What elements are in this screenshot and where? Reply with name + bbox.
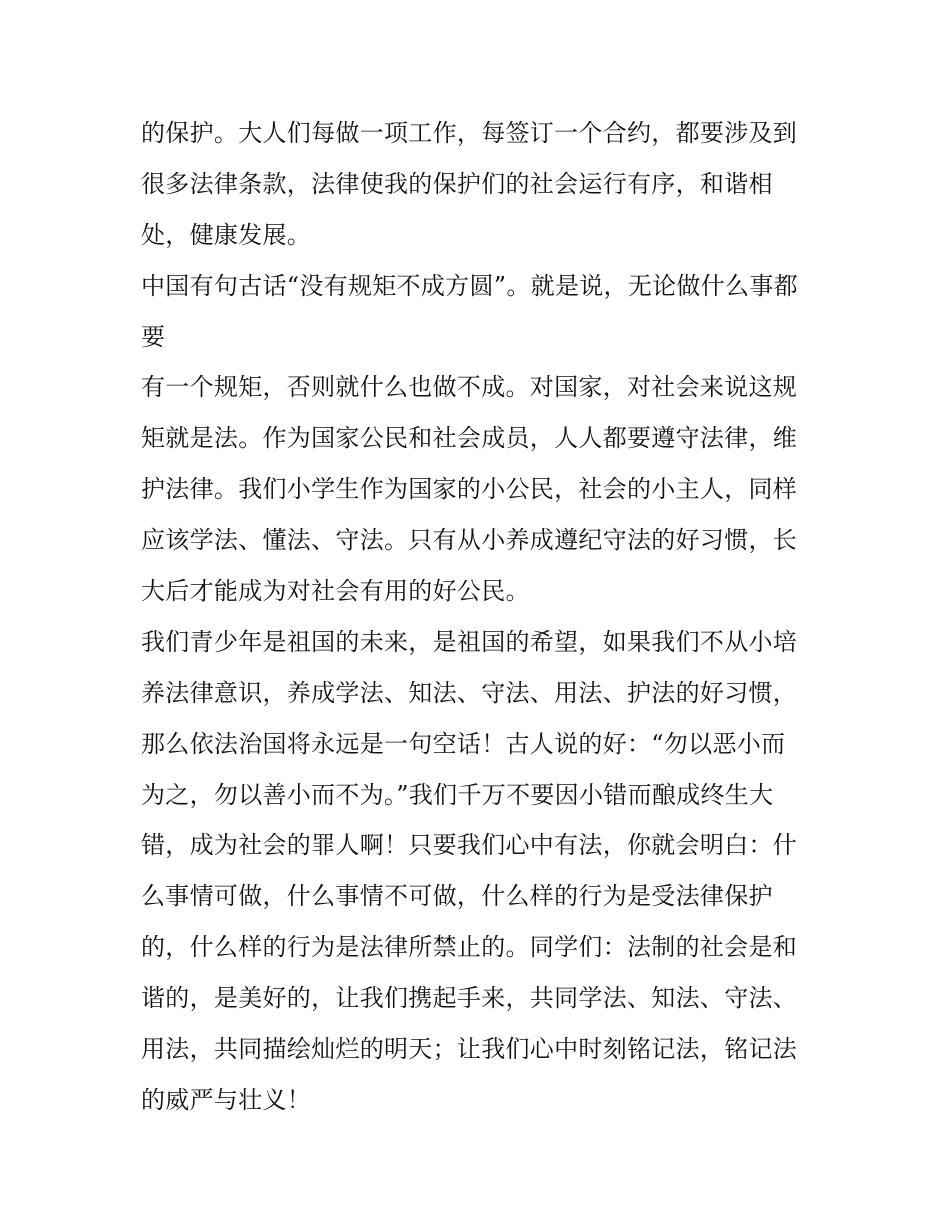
text-line: 养法律意识，养成学法、知法、守法、用法、护法的好习惯， [141, 678, 798, 707]
text-line: 么事情可做，什么事情不可做，什么样的行为是受法律保护 [141, 882, 773, 911]
text-line: 要 [141, 322, 166, 351]
text-line: 谐的，是美好的，让我们携起手来，共同学法、知法、守法、 [141, 984, 798, 1013]
text-line: 的威严与壮义！ [141, 1085, 312, 1114]
text-line: 应该学法、懂法、守法。只有从小养成遵纪守法的好习惯，长 [141, 526, 798, 555]
text-line: 用法，共同描绘灿烂的明天；让我们心中时刻铭记法，铭记法 [141, 1035, 798, 1064]
text-line: 大后才能成为对社会有用的好公民。 [141, 577, 530, 606]
text-line: 为之，勿以善小而不为。”我们千万不要因小错而酿成终生大 [141, 780, 774, 809]
text-line: 有一个规矩，否则就什么也做不成。对国家，对社会来说这规 [141, 373, 798, 402]
text-line: 那么依法治国将永远是一句空话！古人说的好：“勿以恶小而 [141, 729, 786, 758]
text-line: 错，成为社会的罪人啊！只要我们心中有法，你就会明白：什 [141, 831, 798, 860]
document-body [141, 108, 821, 1126]
text-line: 的保护。大人们每做一项工作，每签订一个合约，都要涉及到 [141, 119, 798, 147]
text-line: 的，什么样的行为是法律所禁止的。同学们：法制的社会是和 [141, 933, 798, 962]
text-line: 中国有句古话“没有规矩不成方圆”。就是说，无论做什么事都 [141, 271, 798, 300]
text-line: 我们青少年是祖国的未来，是祖国的希望，如果我们不从小培 [141, 627, 798, 656]
text-line: 护法律。我们小学生作为国家的小公民，社会的小主人，同样 [141, 475, 798, 504]
text-line: 矩就是法。作为国家公民和社会成员，人人都要遵守法律，维 [141, 424, 798, 453]
text-line: 很多法律条款，法律使我的保护们的社会运行有序，和谐相 [141, 169, 773, 198]
text-line: 处，健康发展。 [141, 220, 312, 249]
